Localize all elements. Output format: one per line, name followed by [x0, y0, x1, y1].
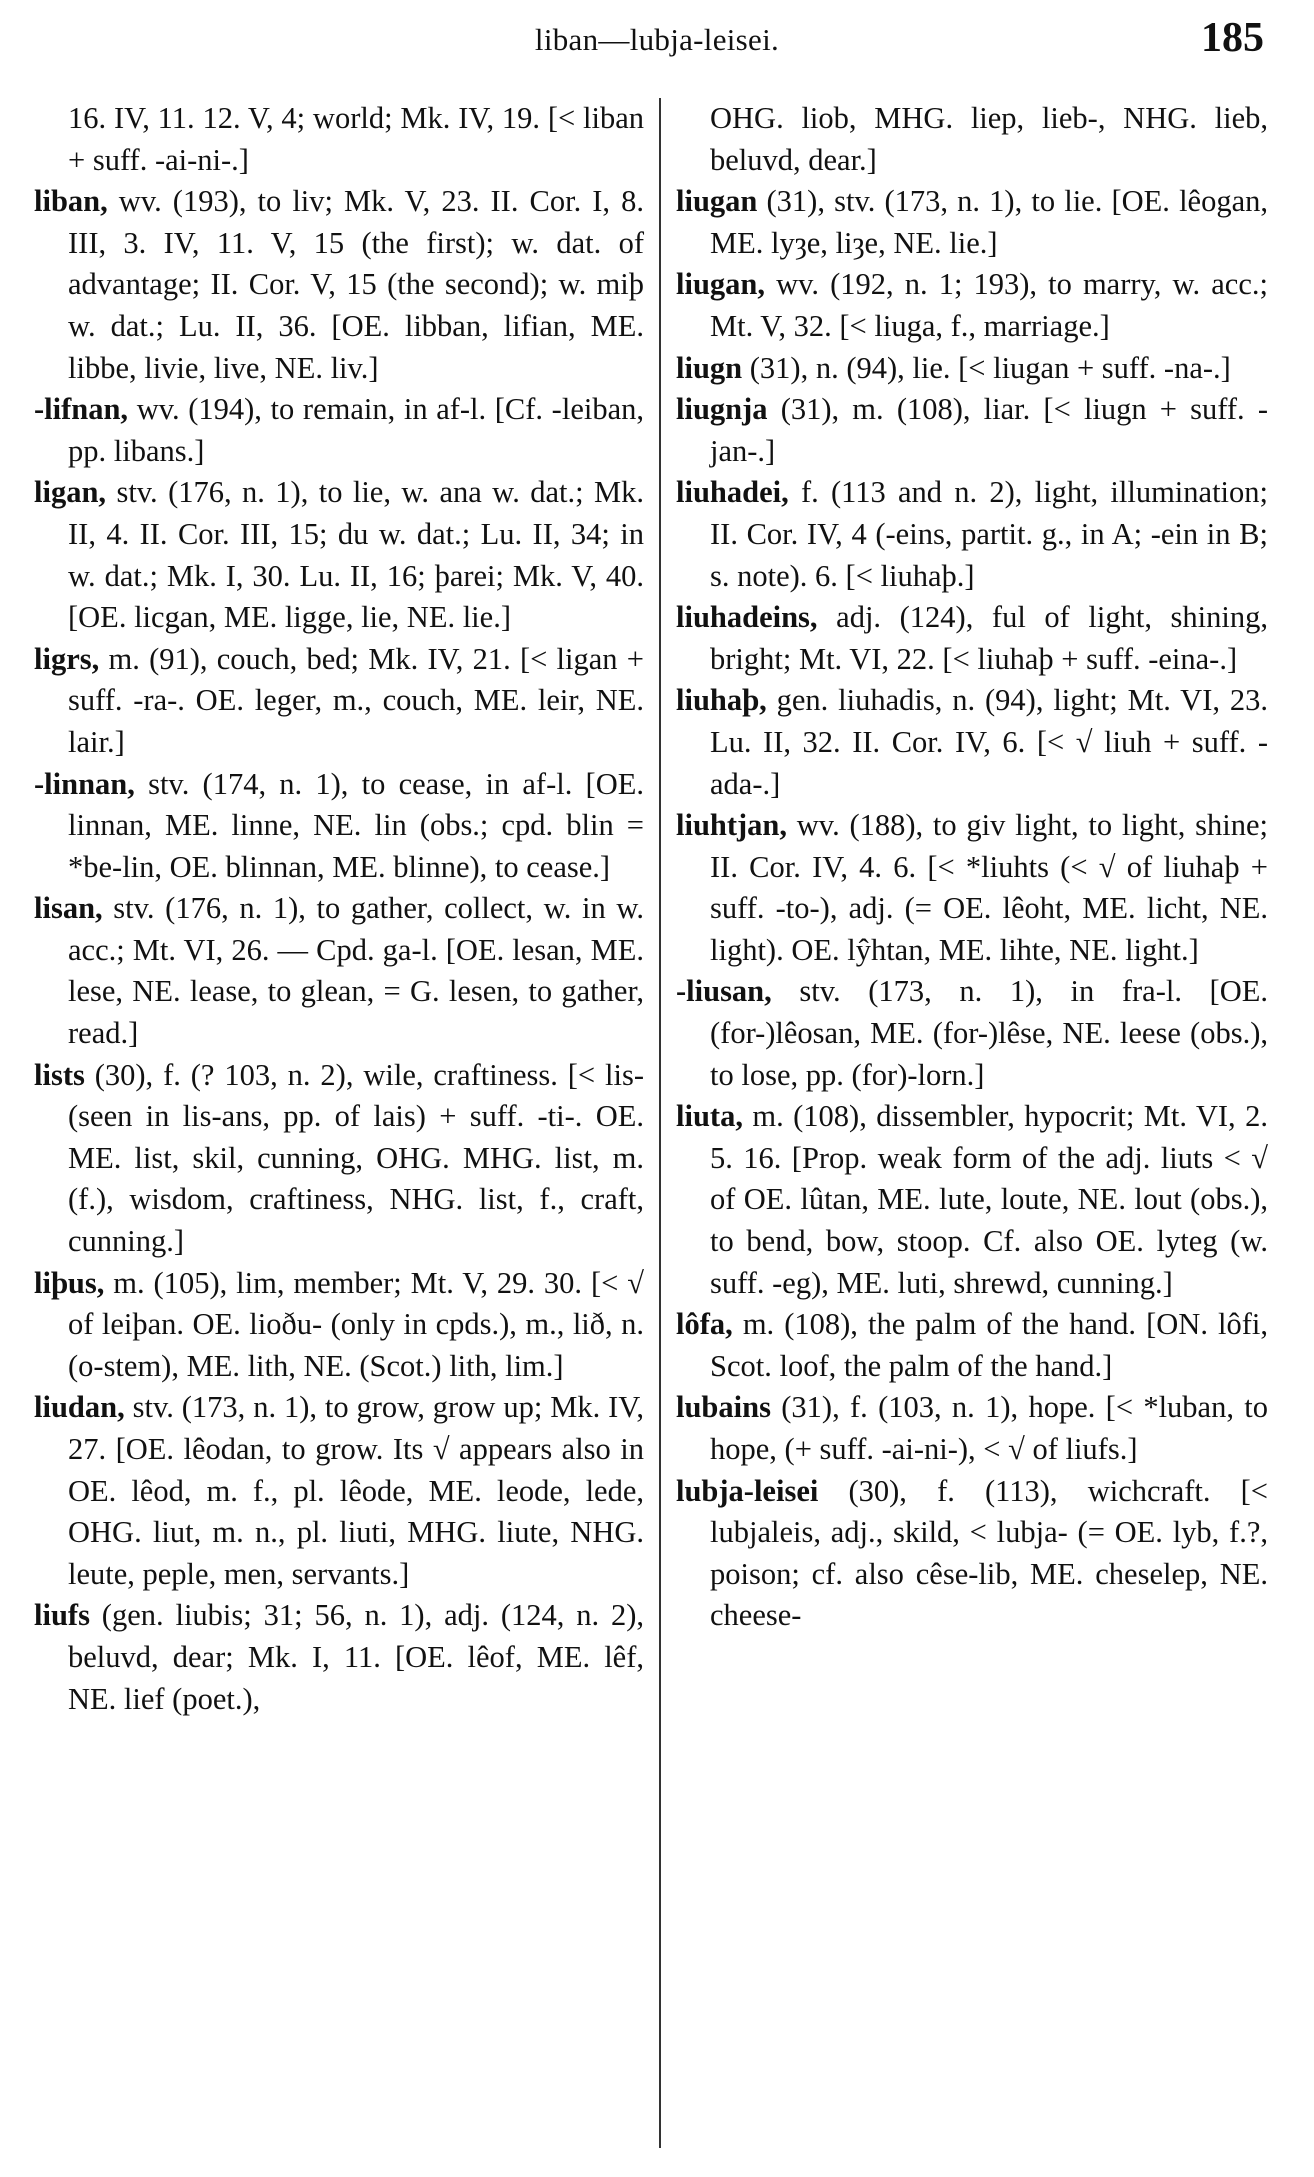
dictionary-entry	[34, 1387, 644, 1595]
headword: ligrs,	[34, 641, 100, 676]
dictionary-entry	[676, 1387, 1268, 1470]
headword: liþus,	[34, 1265, 105, 1300]
entry-text: wv. (193), to liv; Mk. V, 23. II. Cor. I, 8. III, 3. IV, 11. V, 15 (the first); w. dat. of advantage; II. Cor. V, 15 (the second); w. miþ w. dat.; Lu. II, 36. [OE. libban, lifian, ME. libbe, livie, live, NE. liv.]	[68, 184, 644, 385]
entry-text: f. (113 and n. 2), light, illumination; II. Cor. IV, 4 (-eins, partit. g., in A; -ein in B; s. note). 6. [< liuhaþ.]	[710, 475, 1268, 593]
headword: liugan,	[676, 267, 765, 302]
dictionary-entry	[676, 1096, 1268, 1304]
headword: liudan,	[34, 1390, 125, 1425]
entry-text: wv. (188), to giv light, to light, shine; II. Cor. IV, 4. 6. [< *liuhts (< √ of liuhaþ + suff. -to-), adj. (= OE. lêoht, ME. licht, NE. light). OE. lŷhtan, ME. lihte, NE. light.]	[710, 808, 1268, 967]
dictionary-entry	[676, 597, 1268, 680]
headword: liuhadeins,	[676, 600, 818, 635]
dictionary-entry	[676, 98, 1268, 181]
entry-text: gen. liuhadis, n. (94), light; Mt. VI, 23. Lu. II, 32. II. Cor. IV, 6. [< √ liuh + suff. -ada-.]	[710, 683, 1268, 801]
headword: liuhadei,	[676, 475, 789, 510]
dictionary-entry	[34, 1263, 644, 1388]
dictionary-entry	[676, 680, 1268, 805]
entry-text: m. (108), dissembler, hypocrit; Mt. VI, 2. 5. 16. [Prop. weak form of the adj. liuts < √ of OE. lûtan, ME. lute, loute, NE. lout (obs.), to bend, bow, stoop. Cf. also OE. lyteg (w. suff. -eg), ME. luti, shrewd, cunning.]	[710, 1099, 1268, 1300]
entry-text: wv. (192, n. 1; 193), to marry, w. acc.; Mt. V, 32. [< liuga, f., marriage.]	[710, 267, 1268, 343]
headword: lôfa,	[676, 1307, 733, 1342]
entry-text: (31), m. (108), liar. [< liugn + suff. -jan-.]	[710, 392, 1268, 468]
dictionary-entry	[676, 348, 1268, 390]
headword: liugn	[676, 350, 743, 385]
headword: lubains	[676, 1390, 771, 1425]
dictionary-entry	[34, 888, 644, 1054]
headword: liuta,	[676, 1099, 743, 1134]
headword: liuhtjan,	[676, 808, 788, 843]
entry-text: stv. (176, n. 1), to lie, w. ana w. dat.; Mk. II, 4. II. Cor. III, 15; du w. dat.; Lu. II, 34; in w. dat.; Mk. I, 30. Lu. II, 16; þarei; Mk. V, 40. [OE. licgan, ME. ligge, lie, NE. lie.]	[68, 475, 644, 635]
dictionary-entry	[676, 181, 1268, 264]
dictionary-entry	[676, 1471, 1268, 1637]
entry-text: stv. (173, n. 1), in fra-l. [OE. (for-)lêosan, ME. (for-)lêse, NE. leese (obs.), to lose, pp. (for)-lorn.]	[710, 974, 1268, 1092]
dictionary-entry	[676, 971, 1268, 1096]
dictionary-entry	[34, 764, 644, 889]
entry-text: 16. IV, 11. 12. V, 4; world; Mk. IV, 19. [< liban + suff. -ai-ni-.]	[68, 101, 644, 177]
entry-text: (30), f. (113), wichcraft. [< lubjaleis, adj., skild, < lubja- (= OE. lyb, f.?, poison; cf. also cêse-lib, ME. cheselep, NE. cheese-	[710, 1473, 1268, 1633]
headword: lubja-leisei	[676, 1473, 819, 1508]
page-header	[0, 10, 1314, 70]
dictionary-entry	[34, 98, 644, 181]
right-column	[676, 98, 1268, 1637]
left-column	[34, 98, 644, 1720]
entry-text: stv. (174, n. 1), to cease, in af-l. [OE. linnan, ME. linne, NE. lin (obs.; cpd. blin = *be-lin, OE. blinnan, ME. blinne), to cease.]	[68, 766, 644, 884]
headword: lists	[34, 1057, 85, 1092]
entry-text: (31), f. (103, n. 1), hope. [< *luban, to hope, (+ suff. -ai-ni-), < √ of liufs.]	[710, 1390, 1268, 1466]
dictionary-entry	[34, 389, 644, 472]
column-divider	[659, 98, 661, 2148]
headword: liugnja	[676, 392, 768, 427]
running-title: liban—lubja-leisei.	[534, 22, 780, 57]
entry-text: m. (91), couch, bed; Mk. IV, 21. [< ligan + suff. -ra-. OE. leger, m., couch, ME. leir, NE. lair.]	[68, 641, 644, 759]
dictionary-entry	[676, 389, 1268, 472]
dictionary-entry	[34, 1055, 644, 1263]
entry-text: (31), stv. (173, n. 1), to lie. [OE. lêogan, ME. lyȝe, liȝe, NE. lie.]	[710, 184, 1268, 260]
dictionary-entry	[34, 639, 644, 764]
headword: lisan,	[34, 891, 103, 926]
headword: liugan	[676, 184, 758, 219]
entry-text: (gen. liubis; 31; 56, n. 1), adj. (124, n. 2), beluvd, dear; Mk. I, 11. [OE. lêof, ME. lêf, NE. lief (poet.),	[68, 1598, 644, 1716]
headword: ligan,	[34, 475, 107, 510]
headword: -linnan,	[34, 766, 135, 801]
headword: -liusan,	[676, 974, 772, 1009]
entry-text: m. (105), lim, member; Mt. V, 29. 30. [< √ of leiþan. OE. lioðu- (only in cpds.), m., lið, n. (o-stem), ME. lith, NE. (Scot.) lith, lim.]	[68, 1265, 644, 1383]
entry-text: m. (108), the palm of the hand. [ON. lôfi, Scot. loof, the palm of the hand.]	[710, 1307, 1268, 1383]
headword: liufs	[34, 1598, 90, 1633]
dictionary-entry	[34, 472, 644, 638]
dictionary-entry	[34, 181, 644, 389]
dictionary-entry	[676, 1304, 1268, 1387]
entry-text: (31), n. (94), lie. [< liugan + suff. -na-.]	[742, 350, 1231, 385]
page-number: 185	[1201, 15, 1264, 61]
dictionary-entry	[676, 805, 1268, 971]
entry-text: stv. (176, n. 1), to gather, collect, w. in w. acc.; Mt. VI, 26. — Cpd. ga-l. [OE. lesan, ME. lese, NE. lease, to glean, = G. lesen, to gather, read.]	[68, 891, 644, 1051]
entry-text: stv. (173, n. 1), to grow, grow up; Mk. IV, 27. [OE. lêodan, to grow. Its √ appears also in OE. lêod, m. f., pl. lêode, ME. leode, lede, OHG. liut, m. n., pl. liuti, MHG. liute, NHG. leute, peple, men, servants.]	[68, 1390, 644, 1591]
headword: liuhaþ,	[676, 683, 767, 718]
headword: -lifnan,	[34, 392, 129, 427]
dictionary-entry	[676, 472, 1268, 597]
entry-text: (30), f. (? 103, n. 2), wile, craftiness. [< lis- (seen in lis-ans, pp. of lais) + suff. -ti-. OE. ME. list, skil, cunning, OHG. MHG. list, m. (f.), wisdom, craftiness, NHG. list, f., craft, cunning.]	[68, 1057, 644, 1259]
entry-text: adj. (124), ful of light, shining, bright; Mt. VI, 22. [< liuhaþ + suff. -eina-.]	[710, 600, 1268, 676]
entry-text: OHG. liob, MHG. liep, lieb-, NHG. lieb, beluvd, dear.]	[710, 101, 1268, 177]
dictionary-entry	[676, 264, 1268, 347]
entry-text: wv. (194), to remain, in af-l. [Cf. -leiban, pp. libans.]	[68, 392, 644, 468]
dictionary-entry	[34, 1595, 644, 1720]
headword: liban,	[34, 184, 108, 219]
